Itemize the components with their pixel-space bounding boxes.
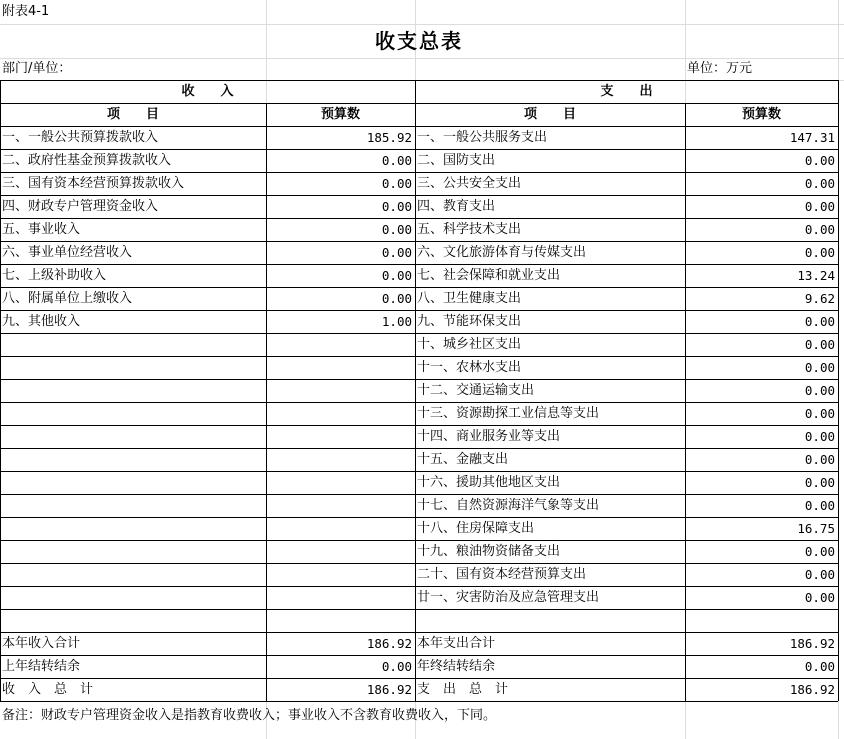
income-row-label: 七、上级补助收入 [2,268,107,283]
income-row-value: 0.00 [381,245,412,260]
expense-row-label: 十、城乡社区支出 [417,337,522,352]
table-row-border [0,379,838,380]
expense-grand-total-value: 186.92 [789,682,835,697]
expense-row-label: 三、公共安全支出 [417,176,522,191]
expense-row-label: 十八、住房保障支出 [417,521,535,536]
department-label: 部门/单位： [2,61,72,76]
expense-row-label: 十五、金融支出 [417,452,509,467]
expense-row-value: 9.62 [804,291,835,306]
expense-carry-value: 0.00 [804,659,835,674]
table-row-border [0,149,838,150]
expense-row-value: 0.00 [804,360,835,375]
expense-item-header: 项 目 [523,107,576,122]
income-item-header: 项 目 [106,107,159,122]
income-row-value: 0.00 [381,153,412,168]
table-row-border [0,264,838,265]
income-row-label: 九、其他收入 [2,314,81,329]
table-col-border [685,103,686,701]
income-grand-total-label: 收 入 总 计 [2,682,94,697]
expense-row-label: 二十、国有资本经营预算支出 [417,567,587,582]
income-row-value: 185.92 [366,130,412,145]
income-row-label: 二、政府性基金预算拨款收入 [2,153,172,168]
expense-row-label: 九、节能环保支出 [417,314,522,329]
income-row-label: 三、国有资本经营预算拨款收入 [2,176,185,191]
table-left-border [0,80,1,701]
table-row-border [0,402,838,403]
income-year-total-label: 本年收入合计 [2,636,81,651]
income-row-label: 一、一般公共预算拨款收入 [2,130,159,145]
table-row-border [0,678,838,679]
expense-row-label: 十一、农林水支出 [417,360,522,375]
table-row-border [0,126,838,127]
expense-carry-label: 年终结转结余 [417,659,496,674]
income-row-label: 八、附属单位上缴收入 [2,291,133,306]
expense-row-value: 0.00 [804,452,835,467]
appendix-label: 附表4-1 [2,4,50,19]
expense-row-label: 十三、资源勘探工业信息等支出 [417,406,600,421]
expense-header: 支 出 [600,84,653,99]
expense-row-value: 16.75 [797,521,835,536]
income-row-label: 四、财政专户管理资金收入 [2,199,159,214]
income-row-value: 0.00 [381,199,412,214]
expense-row-value: 0.00 [804,222,835,237]
expense-grand-total-label: 支 出 总 计 [417,682,509,697]
expense-row-value: 0.00 [804,567,835,582]
expense-row-label: 七、社会保障和就业支出 [417,268,561,283]
expense-row-value: 0.00 [804,406,835,421]
table-top-border [0,80,838,81]
expense-row-label: 一、一般公共服务支出 [417,130,548,145]
expense-year-total-value: 186.92 [789,636,835,651]
expense-row-value: 0.00 [804,383,835,398]
expense-row-label: 十二、交通运输支出 [417,383,535,398]
expense-row-value: 0.00 [804,153,835,168]
expense-row-label: 廿一、灾害防治及应急管理支出 [417,590,600,605]
table-row-border [0,448,838,449]
income-row-value: 0.00 [381,176,412,191]
table-row-border [0,471,838,472]
income-grand-total-value: 186.92 [366,682,412,697]
expense-row-value: 0.00 [804,314,835,329]
table-row-border [0,655,838,656]
expense-row-label: 四、教育支出 [417,199,496,214]
income-row-label: 五、事业收入 [2,222,81,237]
table-row-border [0,241,838,242]
income-row-value: 1.00 [381,314,412,329]
expense-row-value: 0.00 [804,475,835,490]
expense-budget-header: 预算数 [741,107,781,122]
income-row-value: 0.00 [381,291,412,306]
income-budget-header: 预算数 [320,107,360,122]
expense-row-label: 五、科学技术支出 [417,222,522,237]
expense-row-value: 147.31 [789,130,835,145]
table-row-border [0,563,838,564]
expense-row-value: 0.00 [804,337,835,352]
expense-row-value: 0.00 [804,245,835,260]
income-row-value: 0.00 [381,222,412,237]
table-row-border [0,195,838,196]
table-row-border [0,218,838,219]
remark-note: 备注：财政专户管理资金收入是指教育收费收入；事业收入不含教育收费收入，下同。 [2,708,497,723]
expense-row-label: 十七、自然资源海洋气象等支出 [417,498,600,513]
table-row-border [0,287,838,288]
table-col-border [266,103,267,701]
table-row-border [0,103,838,104]
income-header: 收 入 [181,84,234,99]
expense-row-value: 0.00 [804,429,835,444]
table-row-border [0,632,838,633]
expense-row-label: 十六、援助其他地区支出 [417,475,561,490]
expense-row-value: 0.00 [804,590,835,605]
table-row-border [0,609,838,610]
expense-row-label: 十九、粮油物资储备支出 [417,544,561,559]
expense-row-value: 13.24 [797,268,835,283]
table-row-border [0,586,838,587]
expense-row-label: 十四、商业服务业等支出 [417,429,561,444]
table-row-border [0,425,838,426]
income-carry-value: 0.00 [381,659,412,674]
table-right-border [838,80,839,701]
unit-label: 单位：万元 [687,61,753,76]
expense-year-total-label: 本年支出合计 [417,636,496,651]
income-carry-label: 上年结转结余 [2,659,81,674]
table-row-border [0,701,838,702]
expense-row-label: 六、文化旅游体育与传媒支出 [417,245,587,260]
table-row-border [0,172,838,173]
table-row-border [0,310,838,311]
expense-row-label: 二、国防支出 [417,153,496,168]
income-row-label: 六、事业单位经营收入 [2,245,133,260]
expense-row-value: 0.00 [804,176,835,191]
expense-row-value: 0.00 [804,498,835,513]
income-year-total-value: 186.92 [366,636,412,651]
table-mid-border [415,80,416,701]
table-row-border [0,333,838,334]
expense-row-value: 0.00 [804,544,835,559]
expense-row-label: 八、卫生健康支出 [417,291,522,306]
income-row-value: 0.00 [381,268,412,283]
page-title: 收支总表 [375,29,463,53]
table-row-border [0,494,838,495]
table-row-border [0,540,838,541]
table-row-border [0,517,838,518]
expense-row-value: 0.00 [804,199,835,214]
table-row-border [0,356,838,357]
